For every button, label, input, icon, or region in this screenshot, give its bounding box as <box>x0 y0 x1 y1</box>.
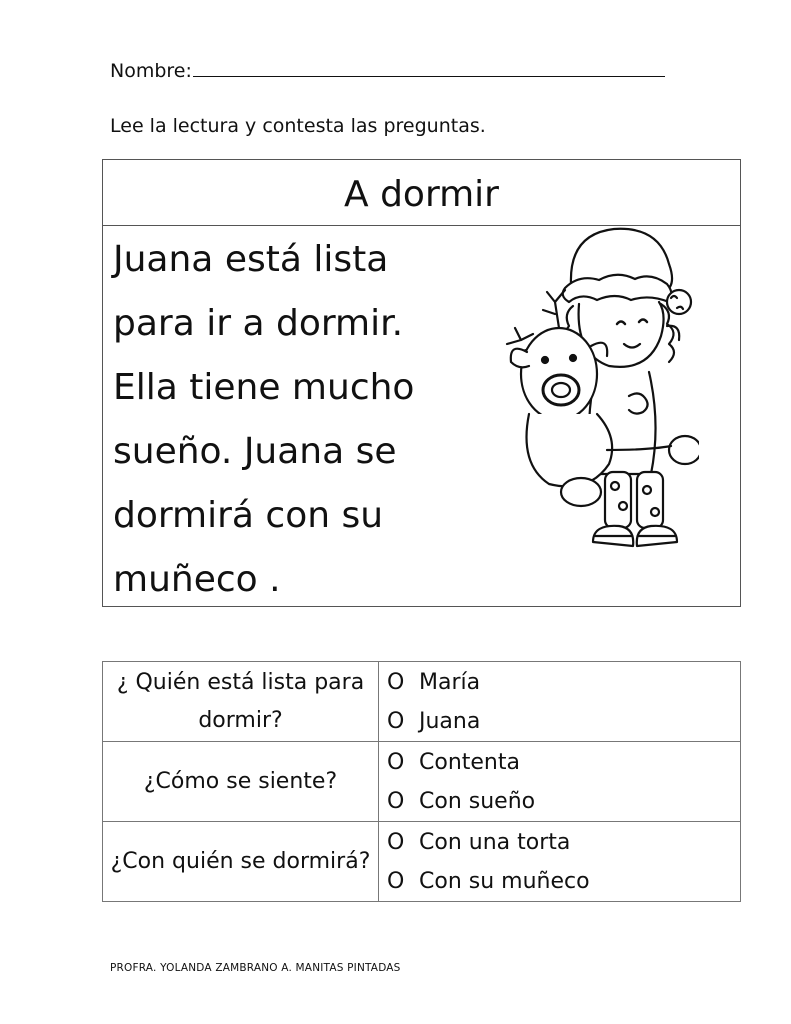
question-text: ¿Cómo se siente? <box>103 742 379 822</box>
option-label: María <box>419 669 481 695</box>
reading-line: Juana está lista <box>113 239 389 280</box>
option-circle-icon[interactable]: O <box>387 788 405 814</box>
answer-option[interactable] <box>387 743 740 782</box>
option-label: Juana <box>419 708 481 734</box>
options-cell <box>379 822 741 902</box>
option-circle-icon[interactable]: O <box>387 708 405 734</box>
question-text: ¿ Quién está lista para dormir? <box>103 662 379 742</box>
reading-line: muñeco . <box>113 559 281 600</box>
name-field[interactable] <box>110 58 665 82</box>
option-circle-icon[interactable]: O <box>387 669 405 695</box>
option-circle-icon[interactable]: O <box>387 749 405 775</box>
options-cell <box>379 662 741 742</box>
options-cell <box>379 742 741 822</box>
reading-title: A dormir <box>103 160 740 226</box>
reading-line: sueño. Juana se <box>113 431 397 472</box>
question-row <box>103 822 741 902</box>
reading-line: Ella tiene mucho <box>113 367 415 408</box>
answer-option[interactable] <box>387 823 740 862</box>
name-underline[interactable] <box>193 58 665 77</box>
reading-box <box>102 159 741 607</box>
question-text: ¿Con quién se dormirá? <box>103 822 379 902</box>
option-circle-icon[interactable]: O <box>387 829 405 855</box>
questions-table <box>102 661 741 902</box>
option-label: Contenta <box>419 749 520 775</box>
option-circle-icon[interactable]: O <box>387 868 405 894</box>
instructions-text: Lee la lectura y contesta las preguntas. <box>110 115 486 137</box>
name-label: Nombre: <box>110 60 192 82</box>
option-label: Con su muñeco <box>419 868 590 894</box>
girl-with-reindeer-plush-icon <box>499 224 699 584</box>
answer-option[interactable] <box>387 702 740 741</box>
question-row <box>103 742 741 822</box>
answer-option[interactable] <box>387 862 740 901</box>
footer-credit: PROFRA. YOLANDA ZAMBRANO A. MANITAS PINTADAS <box>110 962 401 974</box>
answer-option[interactable] <box>387 663 740 702</box>
option-label: Con sueño <box>419 788 536 814</box>
question-row <box>103 662 741 742</box>
answer-option[interactable] <box>387 782 740 821</box>
reading-line: dormirá con su <box>113 495 384 536</box>
option-label: Con una torta <box>419 829 571 855</box>
reading-text <box>113 228 493 612</box>
reading-line: para ir a dormir. <box>113 303 404 344</box>
